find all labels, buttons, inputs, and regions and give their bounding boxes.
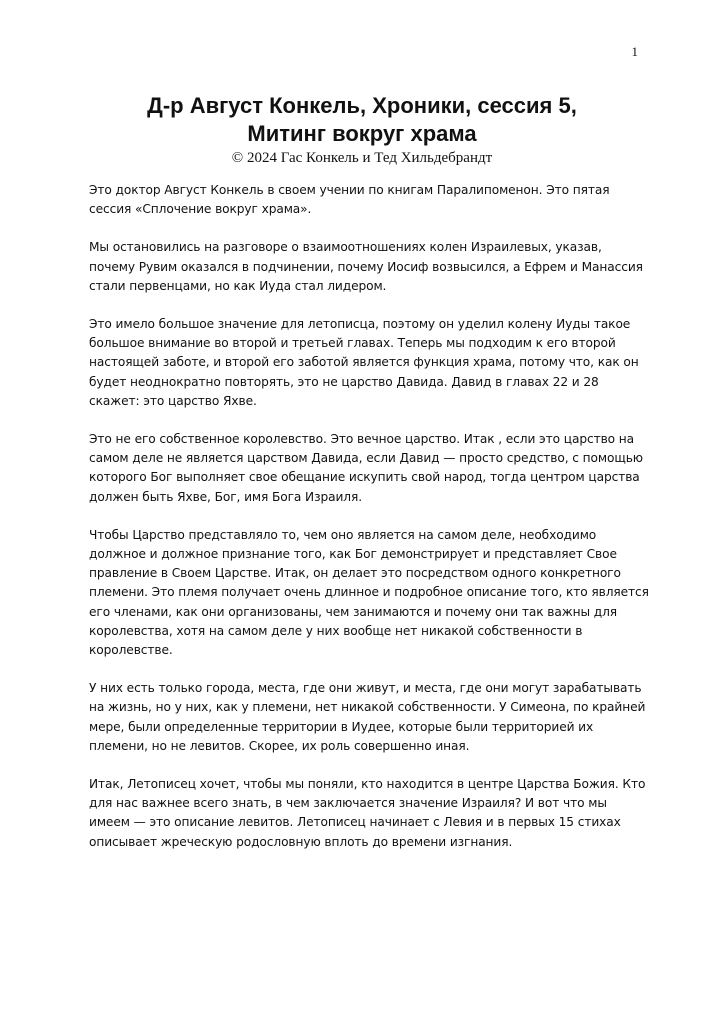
title-line-1: Д-р Август Конкель, Хроники, сессия 5, <box>147 93 577 118</box>
copyright-line: © 2024 Гас Конкель и Тед Хильдебрандт <box>231 150 493 166</box>
paragraph-4: Это не его собственное королевство. Это вечное царство. Итак , если это царство на самом деле не является царством Давида, если Давид — просто средство, с помощью которого Бог выполняет свое обещание искупить свой народ, тогда центром царства должен быть Яхве, Бог, имя Бога Израиля. <box>89 432 643 504</box>
title-line-2: Митинг вокруг храма <box>247 121 477 146</box>
document-body <box>89 181 649 871</box>
paragraph-5: Чтобы Царство представляло то, чем оно является на самом деле, необходимо должное и должное признание того, как Бог демонстрирует и представляет Свое правление в Своем Царстве. Итак, он делает это посредством одного конкретного племени. Это племя получает очень длинное и подробное описание того, кто является его членами, как они организованы, чем занимаются и почему они так важны для королевства, хотя на самом деле у них вообще нет никакой собственности в королевстве. <box>89 527 649 658</box>
paragraph-1: Это доктор Август Конкель в своем учении по книгам Паралипоменон. Это пятая сессия «Сплочение вокруг храма». <box>89 183 610 217</box>
document-header <box>0 92 724 168</box>
page-number: 1 <box>631 44 638 59</box>
paragraph-2: Мы остановились на разговоре о взаимоотношениях колен Израилевых, указав, почему Рувим оказался в подчинении, почему Иосиф возвысился, а Ефрем и Манассия стали первенцами, но как Иуда стал лидером. <box>89 240 643 293</box>
paragraph-7: Итак, Летописец хочет, чтобы мы поняли, кто находится в центре Царства Божия. Кто для нас важнее всего знать, в чем заключается значение Израиля? И вот что мы имеем — это описание левитов. Летописец начинает с Левия и в первых 15 стихах описывает жреческую родословную вплоть до времени изгнания. <box>89 777 646 849</box>
paragraph-3: Это имело большое значение для летописца, поэтому он уделил колену Иуды такое большое внимание во второй и третьей главах. Теперь мы подходим к его второй настоящей заботе, и второй его заботой является функция храма, потому что, как он будет неоднократно повторять, это не царство Давида. Давид в главах 22 и 28 скажет: это царство Яхве. <box>89 317 639 408</box>
paragraph-6: У них есть только города, места, где они живут, и места, где они могут зарабатывать на жизнь, но у них, как у племени, нет никакой собственности. У Симеона, по крайней мере, были определенные территории в Иудее, которые были территорией их племени, но не левитов. Скорее, их роль совершенно иная. <box>89 681 646 753</box>
